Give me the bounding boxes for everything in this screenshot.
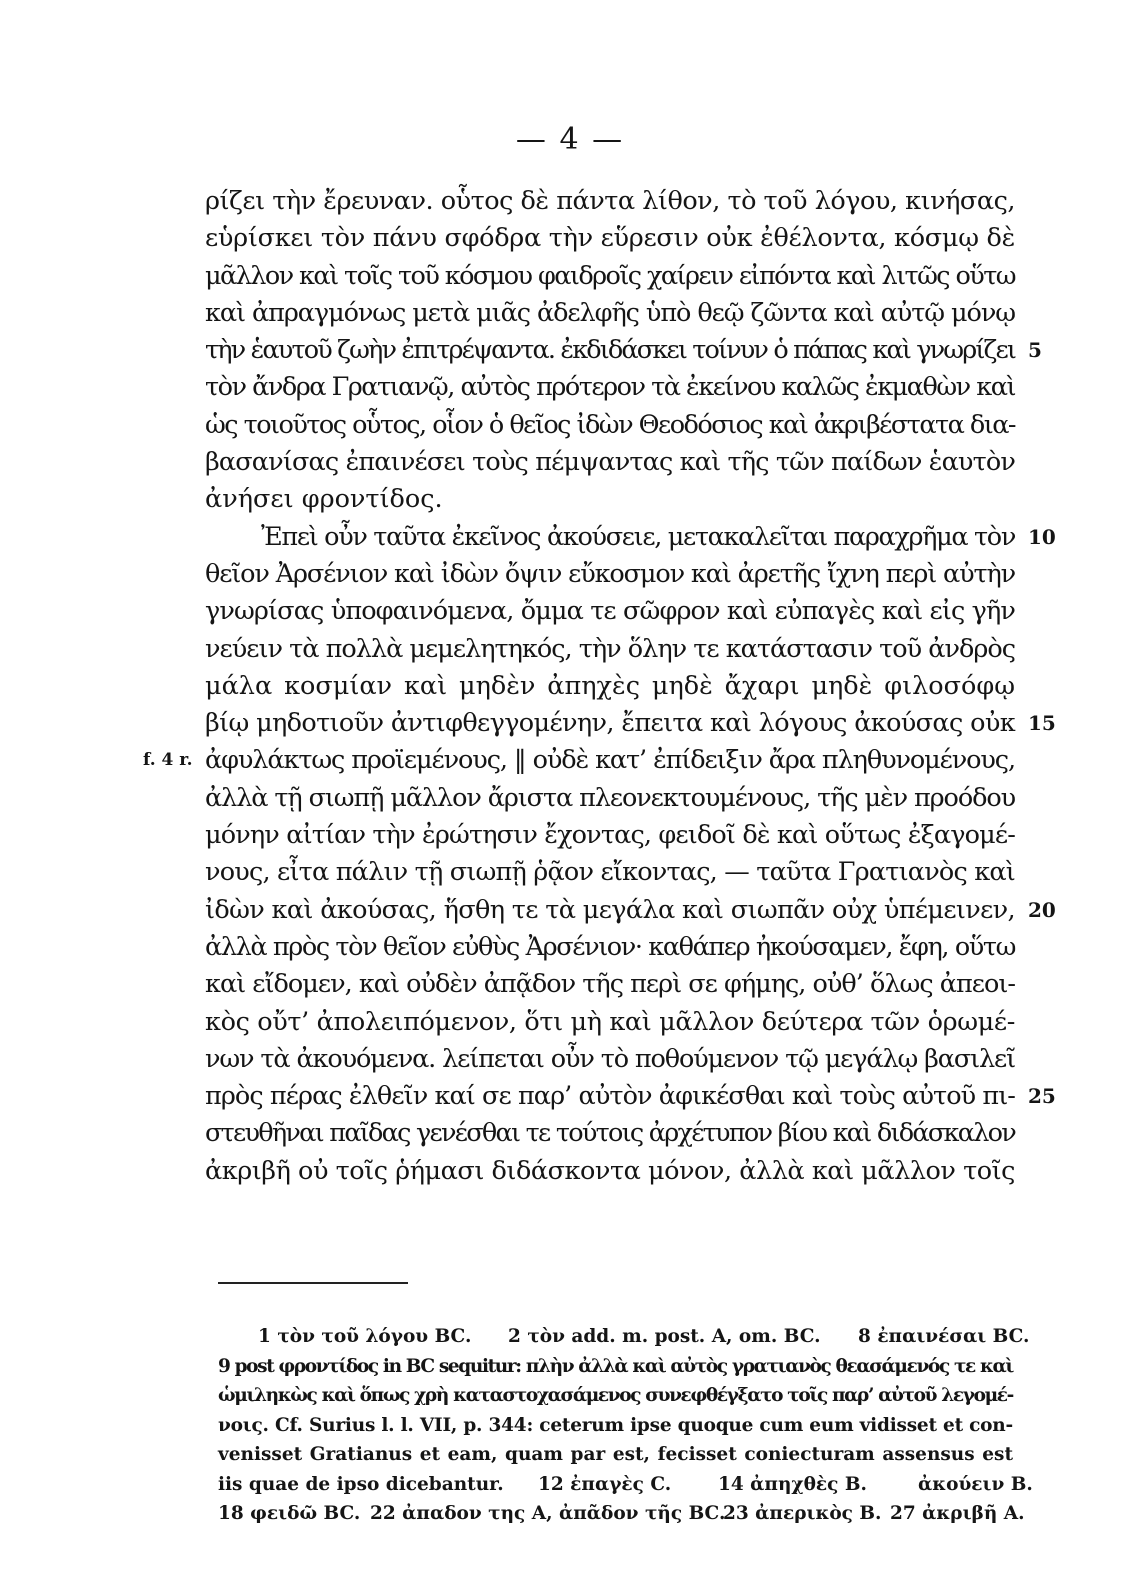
line-text: νους, εἶτα πάλιν τῇ σιωπῇ ῥᾷον εἴκοντας, — ταῦτα Γρατιανὸς καὶ (205, 857, 1015, 888)
text-line-paragraph-start (205, 519, 1056, 556)
footnote-entry: 23 ἀπερικὸς B. (723, 1503, 882, 1524)
footnote-separator (218, 1282, 408, 1284)
line-text: ἀνήσει φροντίδος. (205, 484, 443, 515)
footnote-entry: 22 ἀπαδον της A, ἀπᾶδον τῆς BC. (370, 1503, 726, 1524)
text-line (205, 631, 1015, 668)
line-number-20: 20 (1028, 897, 1056, 922)
text-line (205, 1115, 1015, 1152)
main-text (143, 183, 1056, 1190)
line-text: ἀλλὰ πρὸς τὸν θεῖον εὐθὺς Ἀρσένιον· καθάπερ ἠκούσαμεν, ἔφη, οὕτω (205, 931, 1015, 962)
footnote-entry: 9 post φροντίδος in BC sequitur: πλὴν ἀλλὰ καὶ αὐτὸς γρατιανὸς θεασάμενός τε καὶ (218, 1355, 1013, 1377)
line-number-10: 10 (1028, 524, 1056, 549)
footnote-entry: 8 ἐπαινέσαι BC. (858, 1326, 1030, 1347)
line-text: μόνην αἰτίαν τὴν ἐρώτησιν ἔχοντας, φειδοῖ δὲ καὶ οὕτως ἐξαγομέ- (205, 820, 1015, 851)
line-text: εὑρίσκει τὸν πάνυ σφόδρα τὴν εὕρεσιν οὐκ ἐθέλοντα, κόσμῳ δὲ (205, 223, 1015, 254)
line-text: θεῖον Ἀρσένιον καὶ ἰδὼν ὄψιν εὔκοσμον καὶ ἀρετῆς ἴχνη περὶ αὐτὴν (205, 558, 1015, 589)
line-text: νων τὰ ἀκουόμενα. λείπεται οὖν τὸ ποθούμενον τῷ μεγάλῳ βασιλεῖ (205, 1043, 1015, 1074)
footnote-line (218, 1499, 1025, 1529)
text-line (205, 332, 1042, 369)
text-line (205, 369, 1015, 406)
line-number-15: 15 (1028, 711, 1056, 736)
footnote-line (218, 1381, 1018, 1411)
line-text: στευθῆναι παῖδας γενέσθαι τε τούτοις ἀρχέτυπον βίου καὶ διδάσκαλον (205, 1118, 1015, 1149)
text-line (205, 1078, 1056, 1115)
line-text: τὴν ἑαυτοῦ ζωὴν ἐπιτρέψαντα. ἐκδιδάσκει τοίνυν ὁ πάπας καὶ γνωρίζει (205, 335, 1015, 366)
line-text: γνωρίσας ὑποφαινόμενα, ὄμμα τε σῶφρον καὶ εὐπαγὲς καὶ εἰς γῆν (205, 596, 1015, 627)
line-text: βίῳ μηδοτιοῦν ἀντιφθεγγομένην, ἔπειτα καὶ λόγους ἀκούσας οὐκ (205, 708, 1015, 739)
text-line (205, 444, 1015, 481)
line-text: καὶ ἀπραγμόνως μετὰ μιᾶς ἀδελφῆς ὑπὸ θεῷ ζῶντα καὶ αὐτῷ μόνῳ (205, 297, 1015, 328)
text-line (205, 556, 1015, 593)
text-line (205, 1153, 1015, 1190)
line-text: ἀλλὰ τῇ σιωπῇ μᾶλλον ἄριστα πλεονεκτουμένους, τῆς μὲν προόδου (205, 782, 1015, 813)
footnote-entry: venisset Gratianus et eam, quam par est, fecisset coniecturam assensus est (218, 1444, 1013, 1465)
line-text: πρὸς πέρας ἐλθεῖν καί σε παρ’ αὐτὸν ἀφικέσθαι καὶ τοὺς αὐτοῦ πι- (205, 1081, 1015, 1112)
footnote-entry: 14 ἀπηχθὲς B. (718, 1473, 867, 1495)
text-line (205, 817, 1015, 854)
line-number-25: 25 (1028, 1084, 1056, 1109)
line-text: ἰδὼν καὶ ἀκούσας, ἥσθη τε τὰ μεγάλα καὶ σιωπᾶν οὐχ ὑπέμεινεν, (205, 894, 1015, 925)
text-line (205, 593, 1015, 630)
line-number-5: 5 (1028, 338, 1042, 363)
footnote-entry: iis quae de ipso dicebantur. (218, 1473, 504, 1495)
footnote-line (218, 1440, 1018, 1470)
text-line (205, 668, 1015, 705)
line-text: ὡς τοιοῦτος οὗτος, οἷον ὁ θεῖος ἰδὼν Θεοδόσιος καὶ ἀκριβέστατα δια- (205, 409, 1015, 440)
text-line (205, 258, 1015, 295)
text-line (205, 295, 1015, 332)
footnote-entry: ἀκούειν B. (918, 1473, 1033, 1495)
line-text: ἀκριβῆ οὐ τοῖς ῥήμασι διδάσκοντα μόνον, ἀλλὰ καὶ μᾶλλον τοῖς (205, 1155, 1016, 1186)
footnote-entry: 2 τὸν add. m. post. A, om. BC. (508, 1326, 821, 1347)
text-line (205, 183, 1015, 220)
line-text: ρίζει τὴν ἔρευναν. οὗτος δὲ πάντα λίθον, τὸ τοῦ λόγου, κινήσας, (205, 186, 1015, 216)
text-line (205, 705, 1056, 742)
text-line (205, 892, 1056, 929)
text-line (205, 407, 1015, 444)
footnote-entry: 18 φειδῶ BC. (218, 1503, 361, 1524)
text-line (143, 742, 1016, 779)
text-line (205, 1004, 1015, 1041)
line-text: μᾶλλον καὶ τοῖς τοῦ κόσμου φαιδροῖς χαίρειν εἰπόντα καὶ λιτῶς οὕτω (205, 260, 1015, 291)
footnote-line (218, 1470, 1033, 1500)
footnote-entry: 1 τὸν τοῦ λόγου BC. (258, 1326, 472, 1347)
text-line (205, 220, 1015, 257)
text-line (205, 929, 1015, 966)
line-text: νεύειν τὰ πολλὰ μεμελητηκός, τὴν ὅλην τε κατάστασιν τοῦ ἀνδρὸς (205, 633, 1015, 664)
line-text: τὸν ἄνδρα Γρατιανῷ, αὐτὸς πρότερον τὰ ἐκείνου καλῶς ἐκμαθὼν καὶ (205, 372, 1015, 403)
footnote-line (218, 1352, 1018, 1382)
line-text: βασανίσας ἐπαινέσει τοὺς πέμψαντας καὶ τῆς τῶν παίδων ἑαυτὸν (205, 447, 1015, 478)
footnote-line (218, 1322, 1030, 1352)
text-line (205, 854, 1015, 891)
text-line (205, 481, 1015, 518)
footnote-entry: νοις. Cf. Surius l. l. VII, p. 344: ceterum ipse quoque cum eum vidisset et con- (218, 1414, 1013, 1436)
footnote-entry: 12 ἐπαγὲς C. (538, 1473, 672, 1495)
text-line (205, 966, 1015, 1003)
line-text: καὶ εἴδομεν, καὶ οὐδὲν ἀπᾷδον τῆς περὶ σε φήμης, οὐθ’ ὅλως ἀπεοι- (205, 969, 1015, 1000)
line-text: μάλα κοσμίαν καὶ μηδὲν ἀπηχὲς μηδὲ ἄχαρι μηδὲ φιλοσόφῳ (205, 670, 1015, 701)
folio-marker: f. 4 r. (143, 750, 193, 771)
footnotes (218, 1322, 1033, 1529)
page-number: — 4 — (515, 122, 625, 157)
footnote-entry: 27 ἀκριβῆ A. (890, 1503, 1025, 1524)
footnote-entry: ὡμιληκὼς καὶ ὅπως χρὴ καταστοχασάμενος συνεφθέγξατο τοῖς παρ’ αὐτοῦ λεγομέ- (218, 1385, 1013, 1406)
line-text: Ἐπεὶ οὖν ταῦτα ἐκεῖνος ἀκούσειε, μετακαλεῖται παραχρῆμα τὸν (261, 521, 1015, 552)
text-line (205, 780, 1015, 817)
line-text: κὸς οὔτ’ ἀπολειπόμενον, ὅτι μὴ καὶ μᾶλλον δεύτερα τῶν ὁρωμέ- (205, 1006, 1015, 1037)
line-text: ἀφυλάκτως προϊεμένους, ‖ οὐδὲ κατ’ ἐπίδειξιν ἄρα πληθυνομένους, (205, 745, 1016, 776)
footnote-line (218, 1411, 1018, 1441)
text-line (205, 1041, 1015, 1078)
